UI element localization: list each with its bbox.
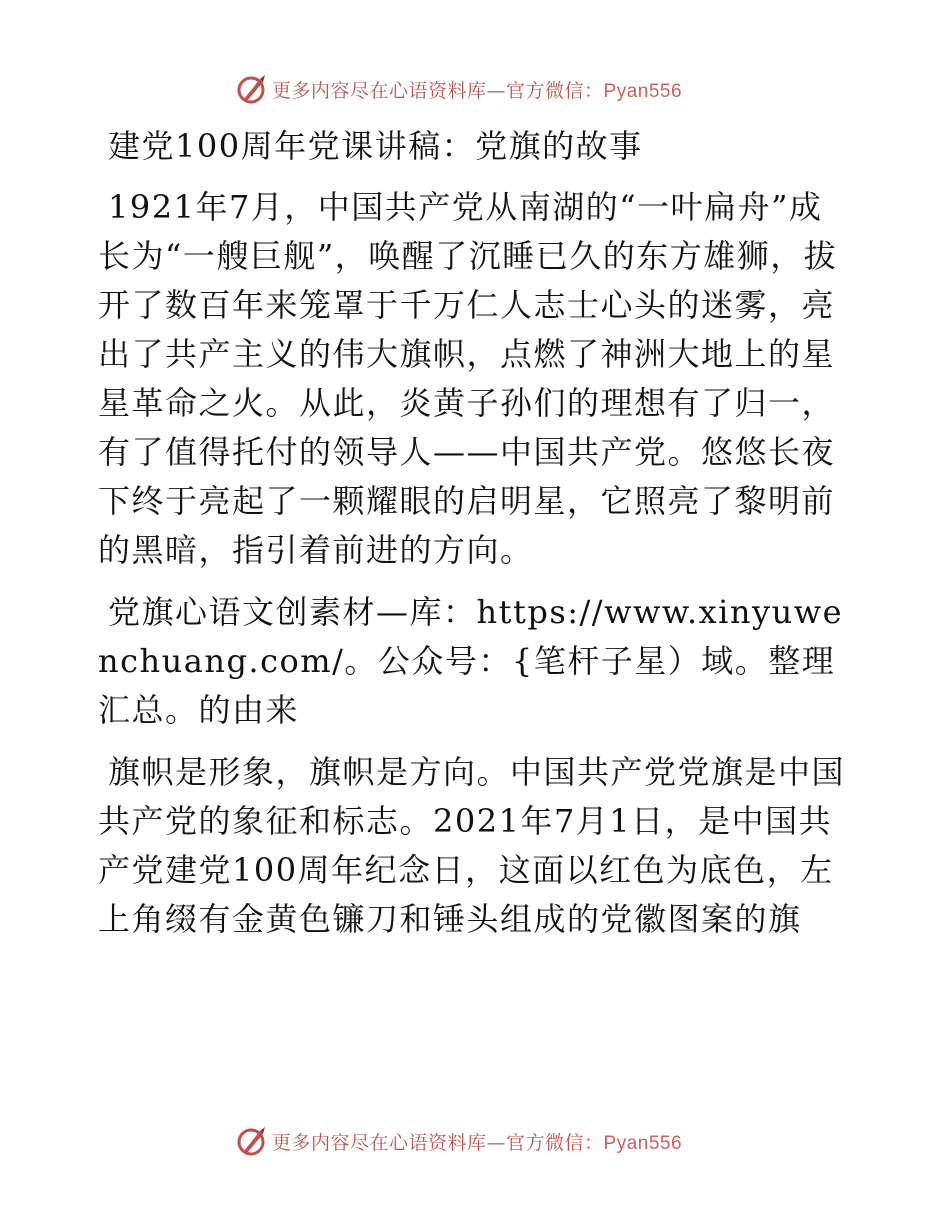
footer-banner [236, 1124, 682, 1158]
banner-text [272, 76, 682, 103]
banner-dash: — [486, 1131, 507, 1154]
banner-site-name: 更多内容尽在心语资料库 [272, 1131, 487, 1154]
quill-logo-icon [236, 1125, 268, 1157]
paragraph-2: 党旗心语文创素材—库：https://www.xinyuwenchuang.com/。公众号：{笔杆子星）域。整理汇总。的由来 [98, 593, 844, 729]
banner-wechat-label: 官方微信： [506, 79, 604, 102]
document-title: 建党100周年党课讲稿：党旗的故事 [108, 127, 643, 165]
banner-dash: — [486, 79, 507, 102]
banner-site-name: 更多内容尽在心语资料库 [272, 79, 487, 102]
paragraph-3: 旗帜是形象，旗帜是方向。中国共产党党旗是中国共产党的象征和标志。2021年7月1日，是中国共产党建党100周年纪念日，这面以红色为底色，左上角缀有金黄色镰刀和锤头组成的党徽图案的旗 [98, 753, 846, 938]
banner-wechat-handle: Pyan556 [603, 1132, 683, 1154]
header-banner [236, 72, 682, 106]
quill-logo-icon [236, 73, 268, 105]
banner-text [272, 1128, 682, 1155]
document-body [98, 122, 848, 957]
paragraph-1: 1921年7月，中国共产党从南湖的“一叶扁舟”成长为“一艘巨舰”，唤醒了沉睡已久的东方雄狮，拔开了数百年来笼罩于千万仁人志士心头的迷雾，亮出了共产主义的伟大旗帜，点燃了神洲大地上的星星革命之火。从此，炎黄子孙们的理想有了归一，有了值得托付的领导人——中国共产党。悠悠长夜下终于亮起了一颗耀眼的启明星，它照亮了黎明前的黑暗，指引着前进的方向。 [98, 188, 838, 569]
banner-wechat-label: 官方微信： [506, 1131, 604, 1154]
banner-wechat-handle: Pyan556 [603, 80, 683, 102]
